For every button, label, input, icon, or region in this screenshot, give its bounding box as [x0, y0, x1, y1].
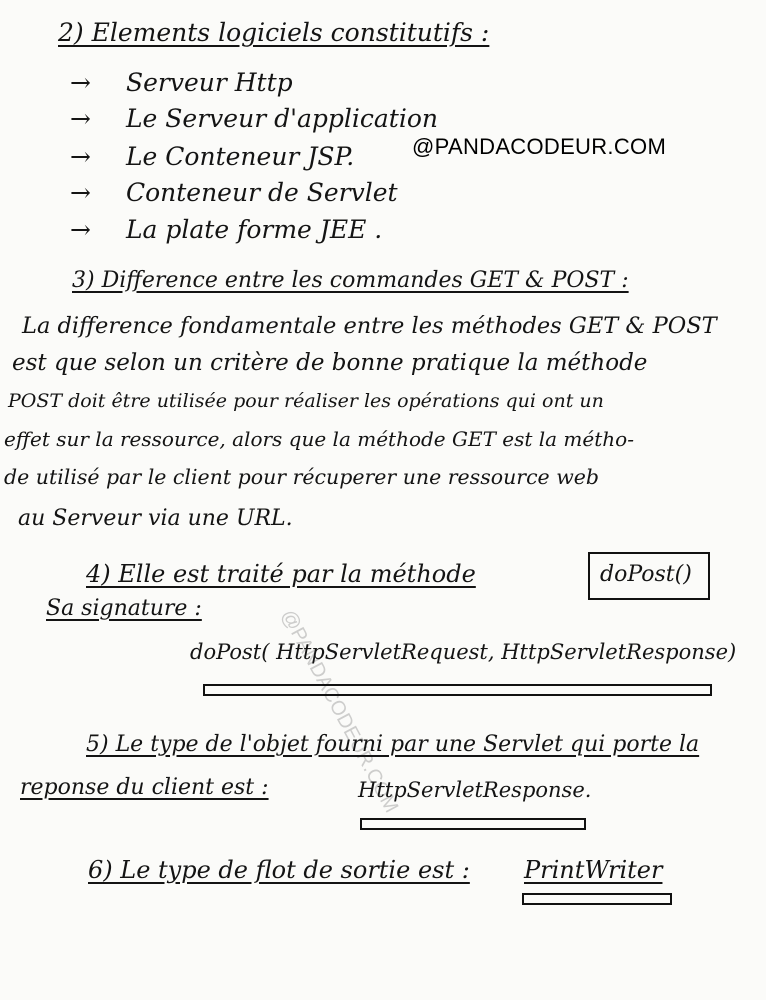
answer-box: [588, 552, 710, 600]
signature-text: doPost( HttpServletRequest, HttpServletResponse): [190, 640, 737, 664]
section-6-line: 6) Le type de flot de sortie est :: [88, 856, 470, 884]
section-3-heading: 3) Difference entre les commandes GET & POST :: [72, 268, 629, 293]
section-4-heading: 4) Elle est traité par la méthode: [86, 560, 476, 588]
list-item-label: Le Serveur d'application: [125, 104, 438, 133]
paragraph-line: effet sur la ressource, alors que la méthode GET est la métho-: [4, 427, 634, 451]
arrow-icon: →: [70, 142, 91, 171]
section-5-line: reponse du client est :: [20, 775, 269, 800]
paragraph-line: La difference fondamentale entre les méthodes GET & POST: [22, 313, 717, 339]
paragraph-line: est que selon un critère de bonne pratique la méthode: [12, 350, 648, 376]
list-item: [70, 68, 293, 97]
paragraph-line: au Serveur via une URL.: [18, 506, 293, 531]
list-item: [70, 142, 354, 171]
arrow-icon: →: [70, 104, 91, 133]
list-item-label: Le Conteneur JSP.: [125, 142, 355, 171]
section-6-answer: PrintWriter: [524, 856, 663, 884]
arrow-icon: →: [70, 215, 91, 244]
paragraph-line: de utilisé par le client pour récuperer une ressource web: [4, 465, 600, 489]
list-item-label: Conteneur de Servlet: [125, 178, 398, 207]
list-item-label: La plate forme JEE .: [125, 215, 383, 244]
section-5-line: 5) Le type de l'objet fourni par une Servlet qui porte la: [86, 732, 700, 757]
underline-bar: [360, 818, 586, 830]
list-item: [70, 178, 398, 207]
diagonal-watermark: @PANDACODEUR.COM: [276, 606, 403, 817]
signature-label: Sa signature :: [46, 596, 202, 621]
list-item-label: Serveur Http: [125, 68, 293, 97]
section-5-answer: HttpServletResponse.: [358, 778, 592, 802]
arrow-icon: →: [70, 178, 91, 207]
list-item: [70, 215, 382, 244]
section-2-heading: 2) Elements logiciels constitutifs :: [58, 18, 490, 47]
boxed-answer: doPost(): [600, 562, 692, 587]
list-item: [70, 104, 438, 133]
watermark: @PANDACODEUR.COM: [412, 134, 667, 159]
arrow-icon: →: [70, 68, 91, 97]
underline-bar: [203, 684, 712, 696]
underline-bar: [522, 893, 672, 905]
paragraph-line: POST doit être utilisée pour réaliser les opérations qui ont un: [8, 390, 604, 412]
